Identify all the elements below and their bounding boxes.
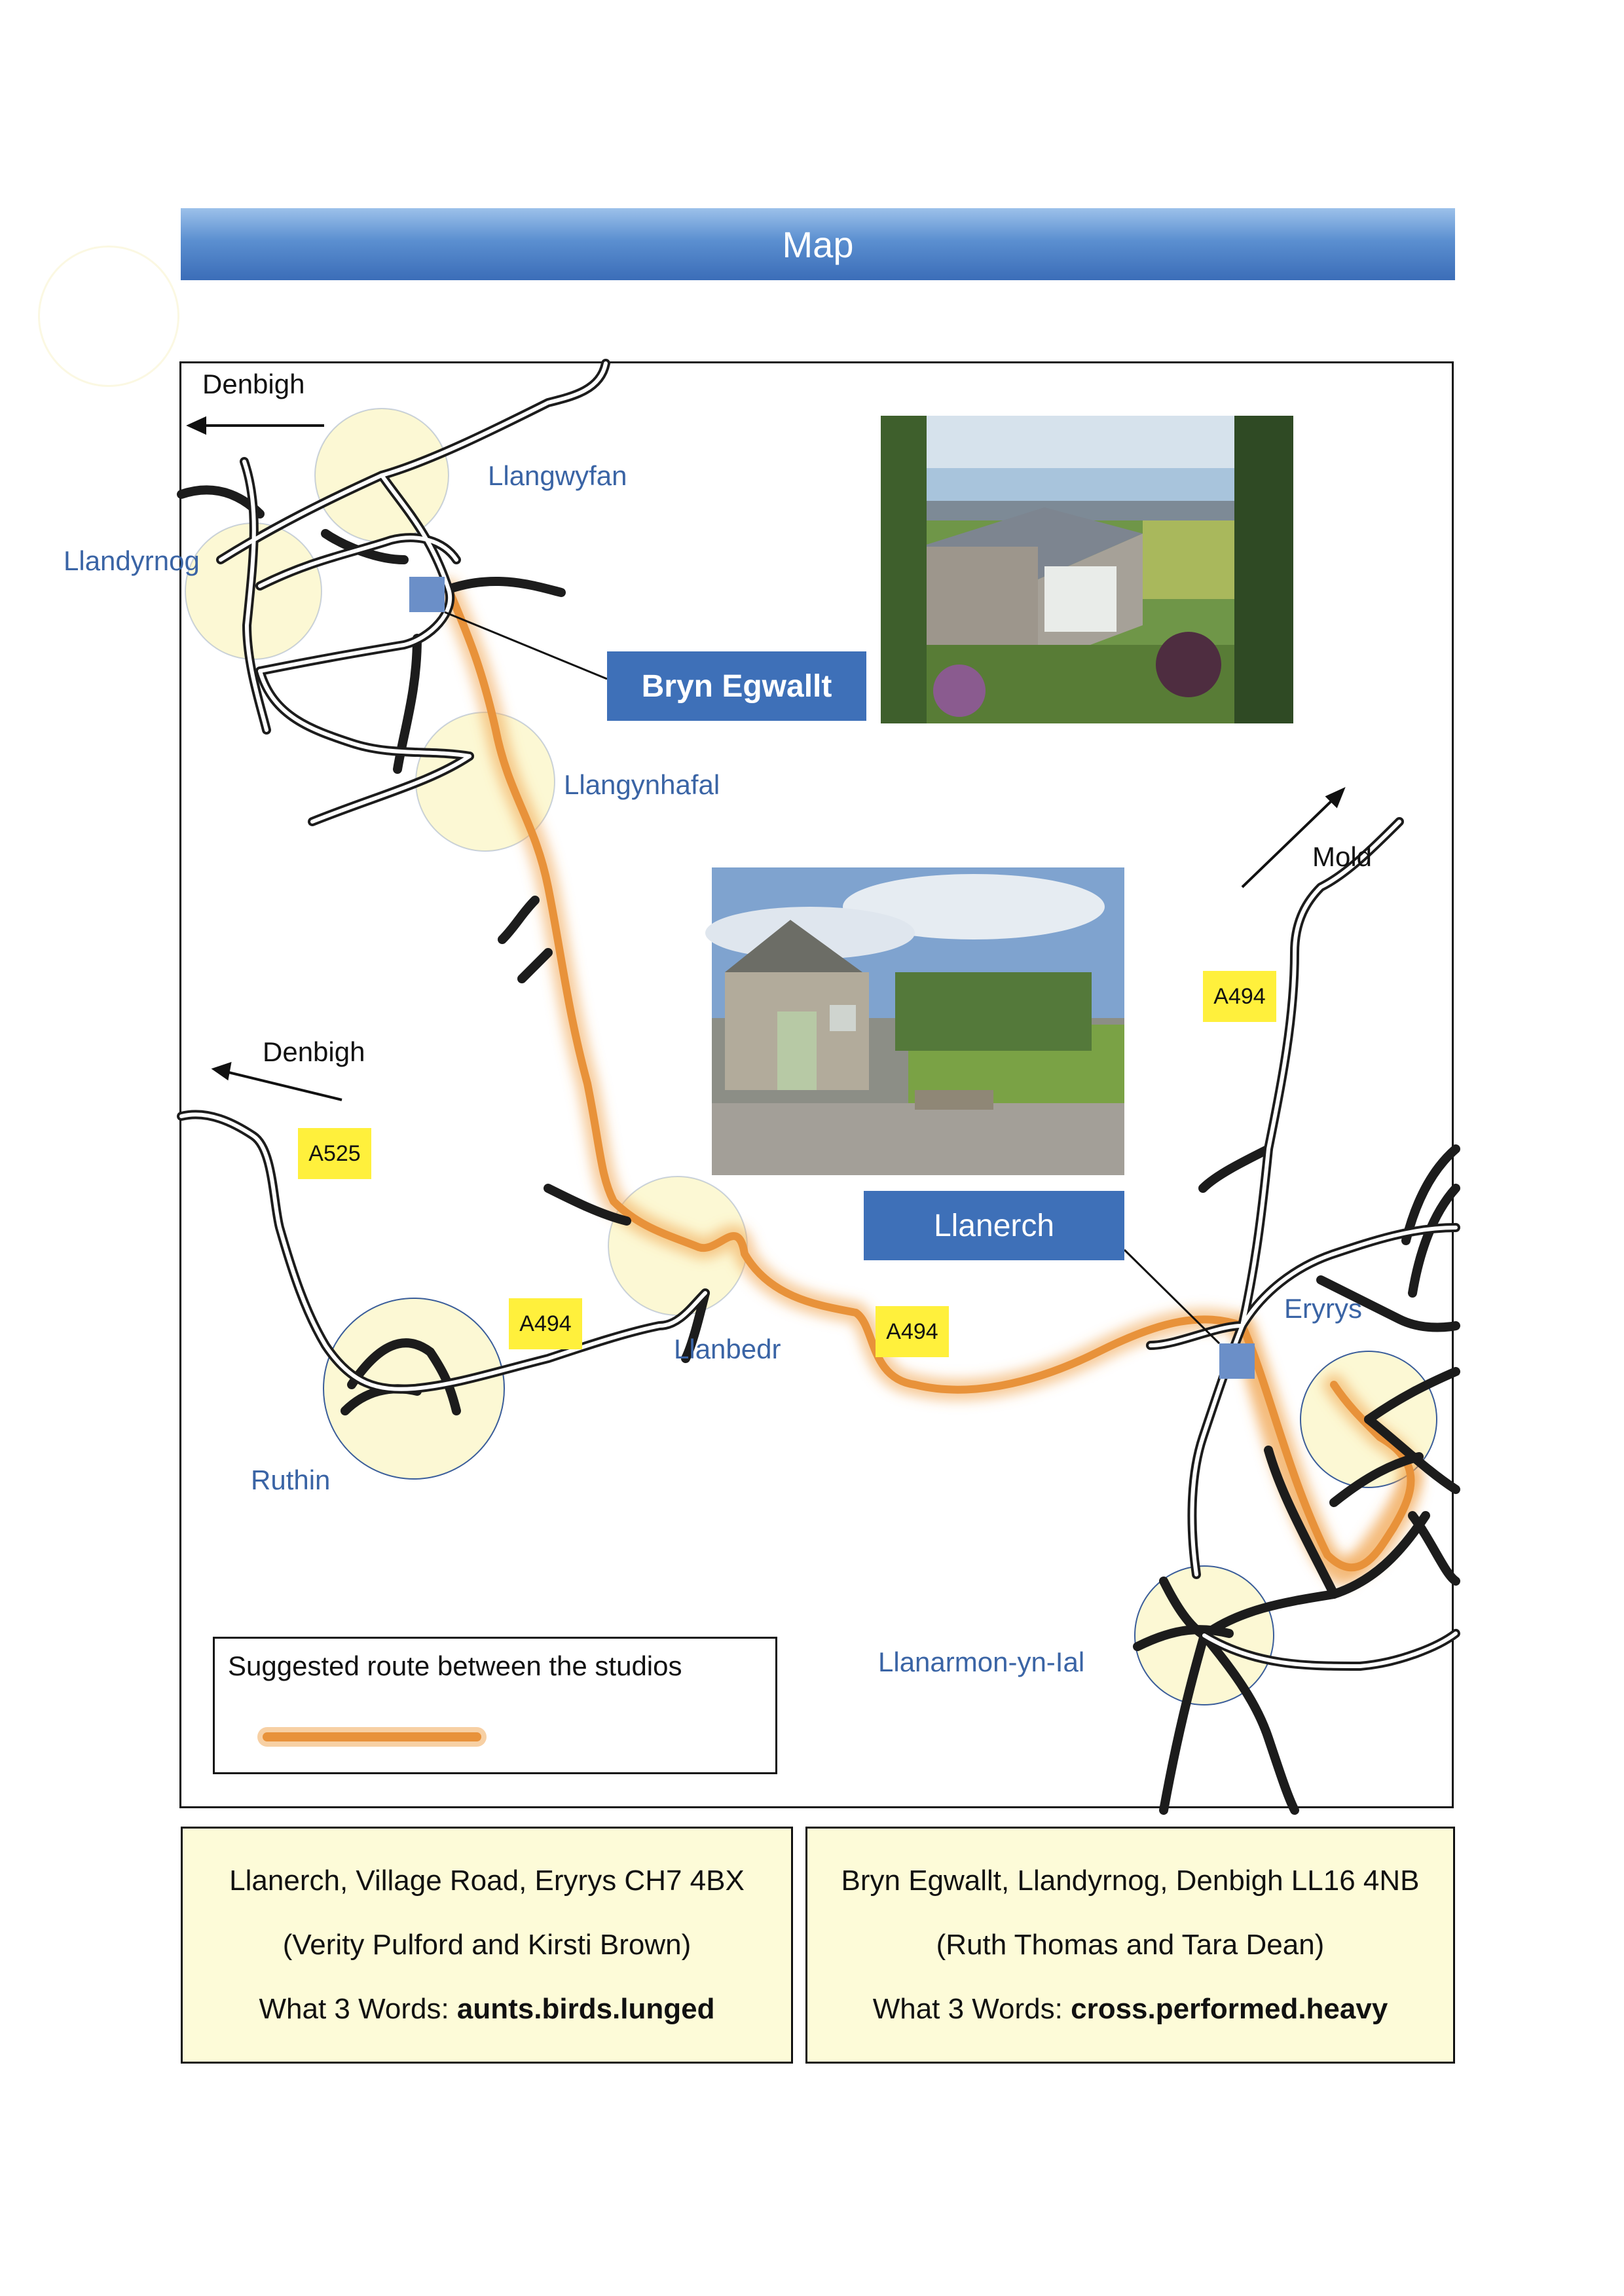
w3w-value-bryn-egwallt: cross.performed.heavy <box>1071 1993 1388 2025</box>
llanerch-photo <box>712 867 1124 1175</box>
place-llangwyfan: Llangwyfan <box>488 460 627 491</box>
people-llanerch: (Verity Pulford and Kirsti Brown) <box>282 1929 692 1961</box>
address-llanerch: Llanerch, Village Road, Eryrys CH7 4BX <box>229 1865 745 1897</box>
studio-label-bryn-egwallt: Bryn Egwallt <box>607 651 866 721</box>
direction-mold: Mold <box>1312 841 1373 872</box>
route-map <box>64 361 1454 1808</box>
address-card-llanerch <box>181 1827 793 2064</box>
w3w-llanerch <box>259 1993 715 2026</box>
road-tag-a494-right: A494 <box>1203 971 1276 1022</box>
w3w-bryn-egwallt <box>873 1993 1388 2026</box>
road-tag-a494-left: A494 <box>509 1298 582 1349</box>
road-tag-a494-mid: A494 <box>876 1306 949 1357</box>
page-header <box>181 208 1455 280</box>
place-erryrys: Eryrys <box>1284 1293 1362 1324</box>
w3w-label-llanerch: What 3 Words: <box>259 1993 457 2025</box>
place-llanbedr: Llanbedr <box>674 1334 781 1364</box>
llanerch-marker <box>1219 1343 1255 1379</box>
w3w-value-llanerch: aunts.birds.lunged <box>456 1993 715 2025</box>
direction-denbigh-mid: Denbigh <box>263 1036 365 1067</box>
arrow-denbigh-mid <box>221 1070 342 1100</box>
road-tag-a525: A525 <box>298 1128 371 1179</box>
w3w-label-bryn-egwallt: What 3 Words: <box>872 1993 1071 2025</box>
legend-label: Suggested route between the studios <box>228 1650 682 1681</box>
bryn-egwallt-marker <box>409 577 445 612</box>
people-bryn-egwallt: (Ruth Thomas and Tara Dean) <box>936 1929 1325 1961</box>
map-legend <box>213 1637 777 1774</box>
place-llanarmon: Llanarmon-yn-Ial <box>878 1647 1085 1677</box>
bryn-egwallt-photo <box>881 416 1293 723</box>
legend-route-swatch <box>261 1717 483 1757</box>
address-bryn-egwallt: Bryn Egwallt, Llandyrnog, Denbigh LL16 4NB <box>841 1865 1420 1897</box>
place-ruthin: Ruthin <box>251 1465 331 1495</box>
direction-denbigh-top: Denbigh <box>202 369 305 399</box>
place-llangynhafal: Llangynhafal <box>564 769 720 800</box>
studio-label-llanerch: Llanerch <box>864 1191 1124 1260</box>
address-card-bryn-egwallt <box>805 1827 1455 2064</box>
page-title: Map <box>782 223 854 265</box>
decorative-circle <box>38 246 179 387</box>
place-llandyrnog: Llandyrnog <box>64 545 200 576</box>
